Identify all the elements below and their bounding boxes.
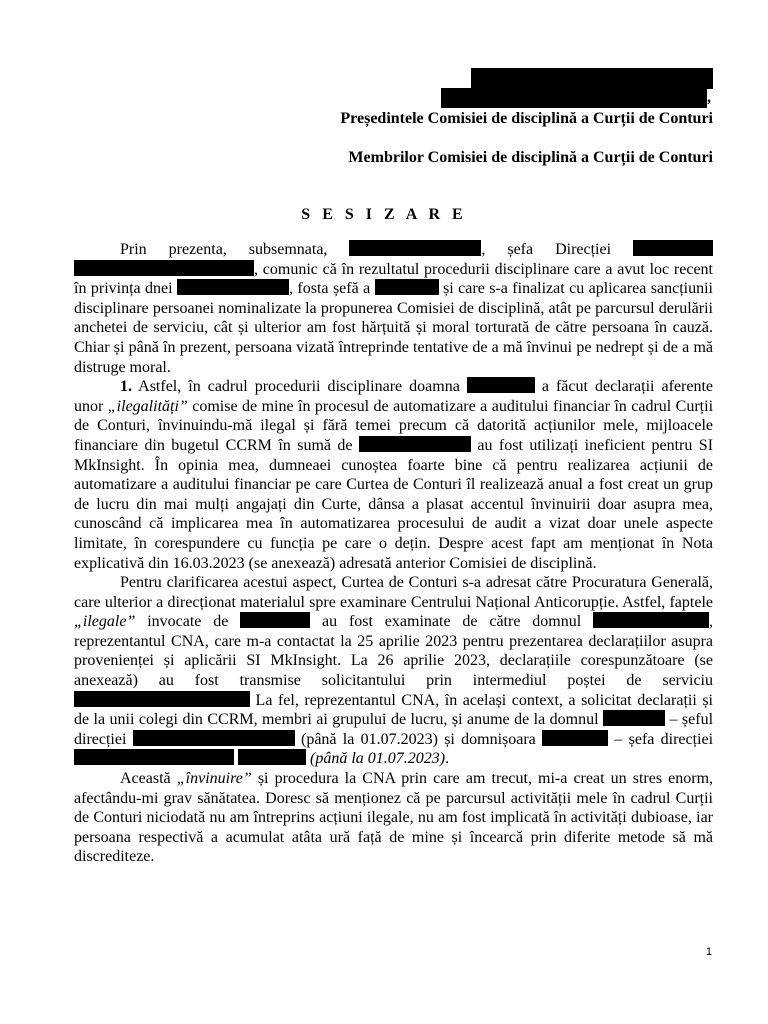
text: . — [445, 750, 450, 768]
document-body — [74, 240, 713, 867]
text: a făcut declarații aferente unor — [74, 378, 714, 415]
emphasis: „ilegalități” — [107, 397, 188, 415]
addressee-line-president: Președintele Comisiei de disciplină a Curții de Conturi — [340, 110, 713, 127]
text: au fost utilizați ineficient pentru SI MkInsight. În opinia mea, dumneaei cunoștea foarte bine că pentru realizarea acțiunii de automatizare a auditului financiar pe care Curtea de Conturi îl realizează anual a fost creat un grup de lucru din mai mulți angajați din Curte, dânsa a plasat accentul învinuirii doar asupra mea, cunoscând că implicarea mea în automatizarea procesului de audit a vizat doar unele aspecte limitate, în corespundere cu funcția pe care o dețin. Despre acest fapt am menționat în Nota explicativă din 16.03.2023 (se anexează) adresată anterior Comisiei de disciplină. — [74, 436, 714, 572]
paragraph-3 — [74, 769, 713, 867]
text: , reprezentantul CNA, care m-a contactat la 25 aprilie 2023 pentru prezentarea declarațiilor asupra provenienței și aplicării SI MkInsight. La 26 aprilie 2023, declarațiile corespunzătoare (se anexează) au fost transmise solicitantului prin intermediul poștei de serviciu — [74, 613, 713, 690]
redacted-name — [603, 710, 665, 726]
redacted-text — [133, 730, 295, 746]
redacted-name — [542, 730, 608, 746]
text: Prin prezenta, subsemnata, — [120, 241, 328, 258]
text: La fel, reprezentantul CNA, în același context, a solicitat declarații și de la unii colegi din CCRM, membri ai grupului de lucru, și anume de la domnul — [74, 691, 713, 729]
redacted-name — [177, 279, 289, 295]
paragraph-intro — [74, 240, 713, 377]
text: , șefa Direcției — [481, 241, 612, 258]
text: invocate de — [147, 613, 229, 631]
redacted-text — [74, 260, 254, 276]
document-title: S E S I Z A R E — [301, 206, 467, 223]
redacted-name — [240, 612, 310, 628]
redacted-amount — [359, 436, 471, 452]
redacted-text — [238, 749, 306, 765]
text: , fosta șefă a — [289, 280, 371, 298]
redacted-text — [633, 240, 713, 256]
redacted-name — [349, 240, 481, 256]
redacted-text — [74, 749, 234, 765]
text: au fost examinate de către domnul — [322, 613, 582, 631]
text: Pentru clarificarea acestui aspect, Curtea de Conturi s-a adresat către Procuratura Generală, care ulterior a direcționat materialul spre examinare Centrului Național Anticorupție. Astfel, faptele — [74, 574, 713, 611]
redacted-name — [593, 612, 709, 628]
text: și care s-a finalizat cu aplicarea sancțiunii disciplinare persoanei nominalizate la propunerea Comisiei de disciplină, atât pe parcursul derulării anchetei de serviciu, cât și ulterior am fost hărțuită și moral torturată de către persoana în cauză. Chiar și până în prezent, persoana vizată întreprinde tentative de a mă învinui pe nedrept și de a mă distruge moral. — [74, 280, 713, 376]
text: Această — [120, 770, 171, 788]
addressee-comma: , — [707, 89, 711, 106]
text: Astfel, în cadrul procedurii disciplinare doamna — [138, 378, 460, 396]
redacted-email — [74, 691, 250, 707]
text: – șefa direcției — [614, 730, 714, 748]
paragraph-1 — [74, 377, 713, 573]
redacted-text — [375, 279, 439, 295]
text: – șeful direcției — [74, 711, 714, 748]
redacted-name — [467, 377, 535, 393]
emphasis: „ilegale” — [74, 613, 136, 631]
emphasis: (până la 01.07.2023) — [310, 750, 446, 768]
text: și procedura la CNA prin care am trecut, mi-a creat un stres enorm, afectându-mi grav sănătatea. Doresc să menționez că pe parcursul activității mele în cadrul Curții de Conturi niciodată nu am întreprins acțiuni ilegale, nu am fost implicată în activități dubioase, iar persoana respectivă a acumulat atâta ură față de mine și încearcă prin diferite metode să mă discrediteze. — [74, 770, 714, 866]
text: , comunic că în rezultatul procedurii disciplinare care a avut loc recent în privința dnei — [74, 260, 713, 298]
redacted-addressee-line-1 — [471, 68, 713, 89]
addressee-line-members: Membrilor Comisiei de disciplină a Curții de Conturi — [348, 149, 713, 166]
paragraph-2 — [74, 573, 713, 769]
emphasis: „învinuire” — [176, 770, 252, 788]
page-number: 1 — [705, 946, 712, 958]
text: comise de mine în procesul de automatizare a auditului financiar în cadrul Curții de Conturi, învinuindu-mă ilegal și fără temei precum că datorită acțiunilor mele, mijloacele financiare din bugetul CCRM în sumă de — [74, 397, 714, 454]
redacted-addressee-line-2 — [441, 88, 707, 108]
text: (până la 01.07.2023) și domnișoara — [300, 730, 536, 748]
paragraph-number: 1. — [120, 378, 132, 396]
